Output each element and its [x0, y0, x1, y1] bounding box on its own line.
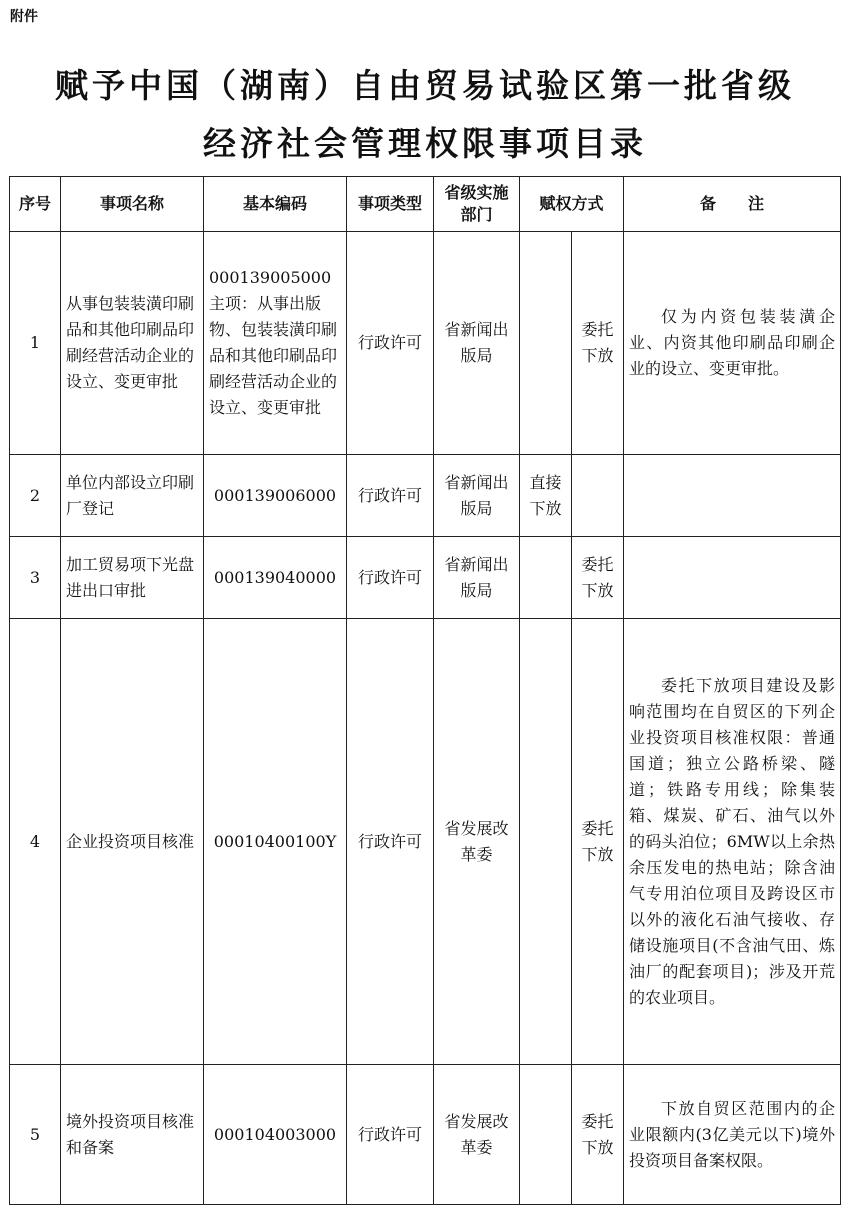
cell-type: 行政许可 [347, 619, 434, 1065]
cell-name: 单位内部设立印刷厂登记 [61, 455, 204, 537]
cell-entrust: 委托下放 [572, 1065, 624, 1205]
header-method: 赋权方式 [520, 177, 624, 232]
note-text: 委托下放项目建设及影响范围均在自贸区的下列企业投资项目核准权限：普通国道；独立公路桥梁、隧道；铁路专用线；除集装箱、煤炭、矿石、油气以外的码头泊位；6MW以上余热余压发电的热电站；除含油气专用泊位项目及跨设区市以外的液化石油气接收、存储设施项目(不含油气田、炼油厂的配套项目)；涉及开荒的农业项目。 [629, 675, 836, 1007]
cell-seq: 2 [10, 455, 61, 537]
cell-dept: 省发展改革委 [434, 1065, 520, 1205]
table-row [10, 537, 841, 619]
document-title-line-1: 赋予中国（湖南）自由贸易试验区第一批省级 [55, 66, 795, 105]
cell-dept: 省新闻出版局 [434, 537, 520, 619]
cell-name: 加工贸易项下光盘进出口审批 [61, 537, 204, 619]
cell-dept: 省新闻出版局 [434, 232, 520, 455]
cell-entrust [572, 455, 624, 537]
cell-code: 000104003000 [204, 1065, 347, 1205]
cell-seq: 1 [10, 232, 61, 455]
cell-type: 行政许可 [347, 455, 434, 537]
cell-entrust: 委托下放 [572, 537, 624, 619]
cell-type: 行政许可 [347, 1065, 434, 1205]
cell-note [624, 455, 841, 537]
note-text: 仅为内资包装装潢企业、内资其他印刷品印刷企业的设立、变更审批。 [629, 307, 836, 378]
header-seq: 序号 [10, 177, 61, 232]
table-row [10, 1065, 841, 1205]
attachment-label: 附件 [10, 9, 38, 25]
cell-code: 000139005000 主项：从事出版物、包装装潢印刷品和其他印刷品印刷经营活动企业的设立、变更审批 [204, 232, 347, 455]
authority-table [9, 176, 841, 1205]
cell-note [624, 619, 841, 1065]
cell-code: 000139006000 [204, 455, 347, 537]
header-code: 基本编码 [204, 177, 347, 232]
cell-direct [520, 232, 572, 455]
table-row [10, 619, 841, 1065]
cell-code: 00010400100Y [204, 619, 347, 1065]
cell-entrust: 委托下放 [572, 232, 624, 455]
table-row [10, 232, 841, 455]
cell-direct: 直接下放 [520, 455, 572, 537]
cell-note [624, 537, 841, 619]
cell-seq: 3 [10, 537, 61, 619]
header-name: 事项名称 [61, 177, 204, 232]
cell-name: 企业投资项目核准 [61, 619, 204, 1065]
cell-dept: 省新闻出版局 [434, 455, 520, 537]
header-type: 事项类型 [347, 177, 434, 232]
cell-entrust: 委托下放 [572, 619, 624, 1065]
cell-direct [520, 537, 572, 619]
cell-seq: 4 [10, 619, 61, 1065]
cell-name: 境外投资项目核准和备案 [61, 1065, 204, 1205]
cell-note [624, 232, 841, 455]
header-row [10, 177, 841, 232]
cell-direct [520, 619, 572, 1065]
cell-direct [520, 1065, 572, 1205]
cell-type: 行政许可 [347, 537, 434, 619]
cell-name: 从事包装装潢印刷品和其他印刷品印刷经营活动企业的设立、变更审批 [61, 232, 204, 455]
note-text: 下放自贸区范围内的企业限额内(3亿美元以下)境外投资项目备案权限。 [629, 1098, 836, 1170]
cell-type: 行政许可 [347, 232, 434, 455]
cell-code: 000139040000 [204, 537, 347, 619]
cell-dept: 省发展改革委 [434, 619, 520, 1065]
cell-note [624, 1065, 841, 1205]
cell-seq: 5 [10, 1065, 61, 1205]
header-note: 备 注 [624, 177, 841, 232]
table-row [10, 455, 841, 537]
document-title-line-2: 经济社会管理权限事项目录 [203, 124, 647, 163]
header-dept: 省级实施部门 [434, 177, 520, 232]
